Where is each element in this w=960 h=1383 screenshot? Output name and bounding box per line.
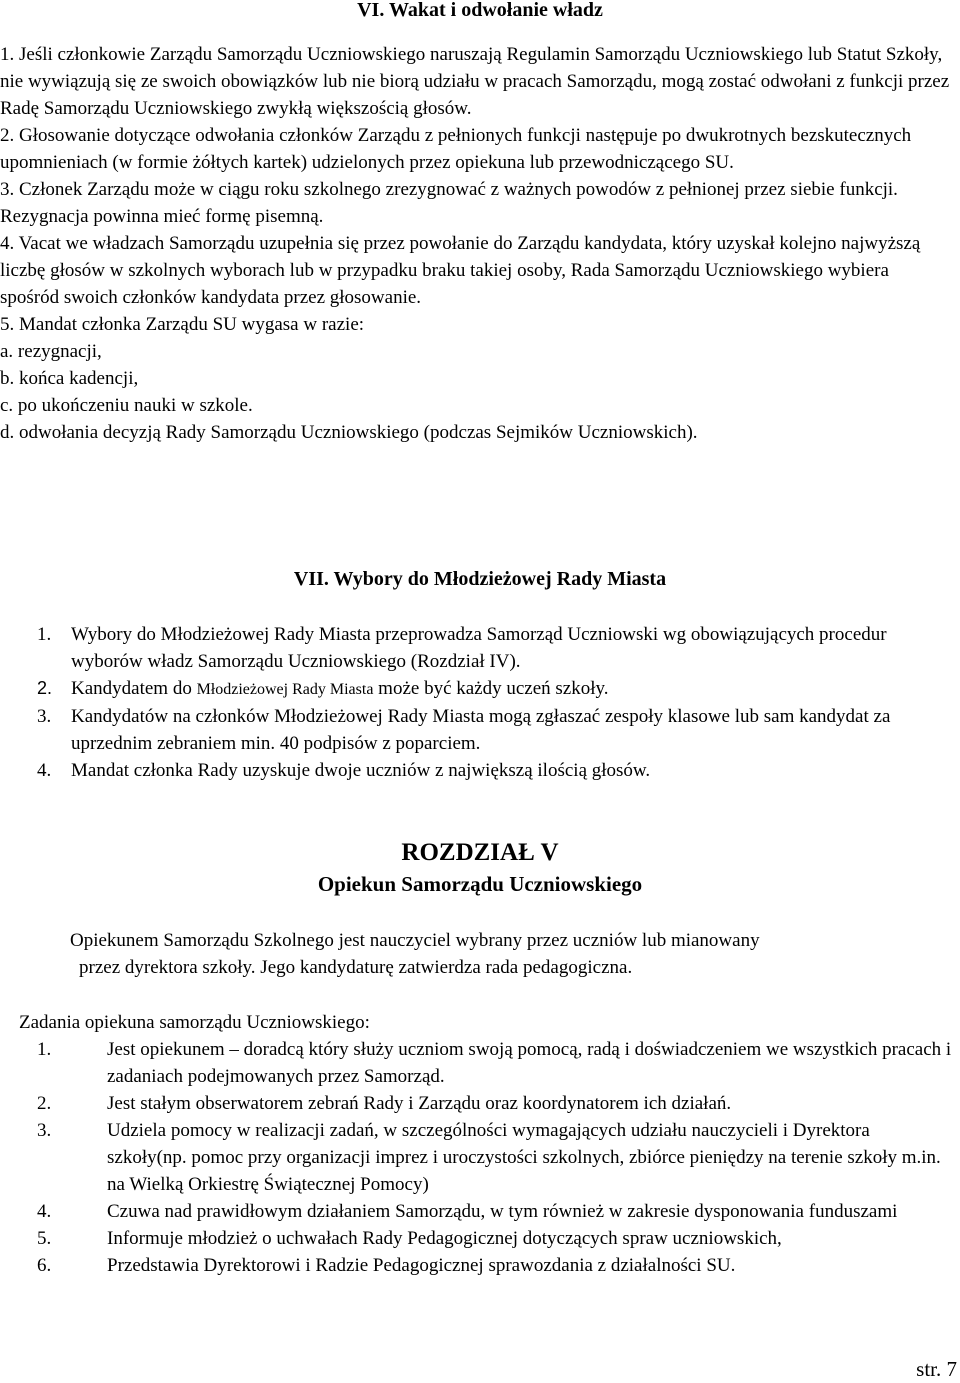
list-item xyxy=(37,703,937,757)
chapter-title: ROZDZIAŁ V xyxy=(401,839,559,866)
paragraph-2: 2. Głosowanie dotyczące odwołania członków Zarządu z pełnionych funkcji następuje po dwukrotnych bezskutecznych upomnieniach (w formie żółtych kartek) udzielonych przez opiekuna lub przewodniczącego SU. xyxy=(0,125,912,173)
list-number: 1. xyxy=(37,1039,52,1060)
list-number: 5. xyxy=(37,1228,52,1249)
list-number: 3. xyxy=(37,1120,52,1141)
page-number: str. 7 xyxy=(916,1357,957,1381)
list-number: 4. xyxy=(37,760,52,781)
chapter-subtitle: Opiekun Samorządu Uczniowskiego xyxy=(317,872,643,896)
list-number: 1. xyxy=(37,624,52,645)
list-item xyxy=(37,1198,952,1225)
list-text: Jest opiekunem – doradcą który służy uczniom swoją pomocą, radą i doświadczeniem we wszystkich pracach i zadaniach podejmowanych przez Samorząd. xyxy=(107,1039,952,1087)
intro-line-1: Opiekunem Samorządu Szkolnego jest nauczyciel wybrany przez uczniów lub mianowany xyxy=(70,930,760,951)
list-item xyxy=(37,675,937,703)
list-number: 2. xyxy=(37,678,53,698)
list-item xyxy=(37,1036,952,1090)
section-vacancy-body xyxy=(0,41,950,446)
list-number: 4. xyxy=(37,1201,52,1222)
paragraph-5b: b. końca kadencji, xyxy=(0,368,139,389)
list-text: Udziela pomocy w realizacji zadań, w szczególności wymagających udziału nauczycieli i Dyrektora szkoły(np. pomoc przy organizacji imprez i uroczystości szkolnych, zbiórce pieniędzy na terenie szkoły m.in. na Wielką Orkiestrę Świątecznej Pomocy) xyxy=(107,1120,941,1195)
list-text: może być każdy uczeń szkoły. xyxy=(373,678,609,699)
list-item xyxy=(37,1225,952,1252)
paragraph-4: 4. Vacat we władzach Samorządu uzupełnia się przez powołanie do Zarządu kandydata, który uzyskał kolejno najwyższą liczbę głosów w szkolnych wyborach lub w przypadku braku takiej osoby, Rada Samorządu Uczniowskiego wybiera spośród swoich członków kandydata przez głosowanie. xyxy=(0,233,921,308)
list-item xyxy=(37,1090,952,1117)
list-text: Mandat członka Rady uzyskuje dwoje uczniów z największą ilością głosów. xyxy=(71,760,651,781)
paragraph-5a: a. rezygnacji, xyxy=(0,341,102,362)
paragraph-1: 1. Jeśli członkowie Zarządu Samorządu Uczniowskiego naruszają Regulamin Samorządu Uczniowskiego lub Statut Szkoły, nie wywiązują się ze swoich obowiązków lub nie biorą udziału w pracach Samorządu, mogą zostać odwołani z funkcji przez Radę Samorządu Uczniowskiego zwykłą większością głosów. xyxy=(0,44,950,119)
list-text: Przedstawia Dyrektorowi i Radzie Pedagogicznej sprawozdania z działalności SU. xyxy=(107,1255,736,1276)
paragraph-5: 5. Mandat członka Zarządu SU wygasa w razie: xyxy=(0,314,365,335)
paragraph-5c: c. po ukończeniu nauki w szkole. xyxy=(0,395,253,416)
list-number: 3. xyxy=(37,706,52,727)
youth-council-list xyxy=(37,621,937,784)
section-title-vacancy: VI. Wakat i odwołanie władz xyxy=(357,0,603,21)
list-number: 2. xyxy=(37,1093,52,1114)
tasks-list xyxy=(37,1036,952,1279)
section-title-youth-council: VII. Wybory do Młodzieżowej Rady Miasta xyxy=(293,568,667,590)
list-text: Czuwa nad prawidłowym działaniem Samorządu, w tym również w zakresie dysponowania funduszami xyxy=(107,1201,898,1222)
list-text-emphasis: Młodzieżowej Rady Miasta xyxy=(196,681,374,698)
list-text: Informuje młodzież o uchwałach Rady Pedagogicznej dotyczących spraw uczniowskich, xyxy=(107,1228,782,1249)
paragraph-5d: d. odwołania decyzją Rady Samorządu Uczniowskiego (podczas Sejmików Uczniowskich). xyxy=(0,422,698,443)
list-text: Jest stałym obserwatorem zebrań Rady i Zarządu oraz koordynatorem ich działań. xyxy=(107,1093,732,1114)
list-item xyxy=(37,621,937,675)
list-text: Wybory do Młodzieżowej Rady Miasta przeprowadza Samorząd Uczniowski wg obowiązujących procedur wyborów władz Samorządu Uczniowskiego (Rozdział IV). xyxy=(71,624,887,672)
list-text: Kandydatem do xyxy=(71,678,197,699)
list-item xyxy=(37,1117,952,1198)
list-text: Kandydatów na członków Młodzieżowej Rady Miasta mogą zgłaszać zespoły klasowe lub sam kandydat za uprzednim zebraniem min. 40 podpisów z poparciem. xyxy=(71,706,891,754)
intro-line-2: przez dyrektora szkoły. Jego kandydaturę zatwierdza rada pedagogiczna. xyxy=(79,957,633,978)
list-item xyxy=(37,1252,952,1279)
paragraph-3: 3. Członek Zarządu może w ciągu roku szkolnego zrezygnować z ważnych powodów z pełnionej przez siebie funkcji. Rezygnacja powinna mieć formę pisemną. xyxy=(0,179,898,227)
list-number: 6. xyxy=(37,1255,52,1276)
list-item xyxy=(37,757,937,784)
tasks-label: Zadania opiekuna samorządu Uczniowskiego: xyxy=(19,1012,370,1033)
